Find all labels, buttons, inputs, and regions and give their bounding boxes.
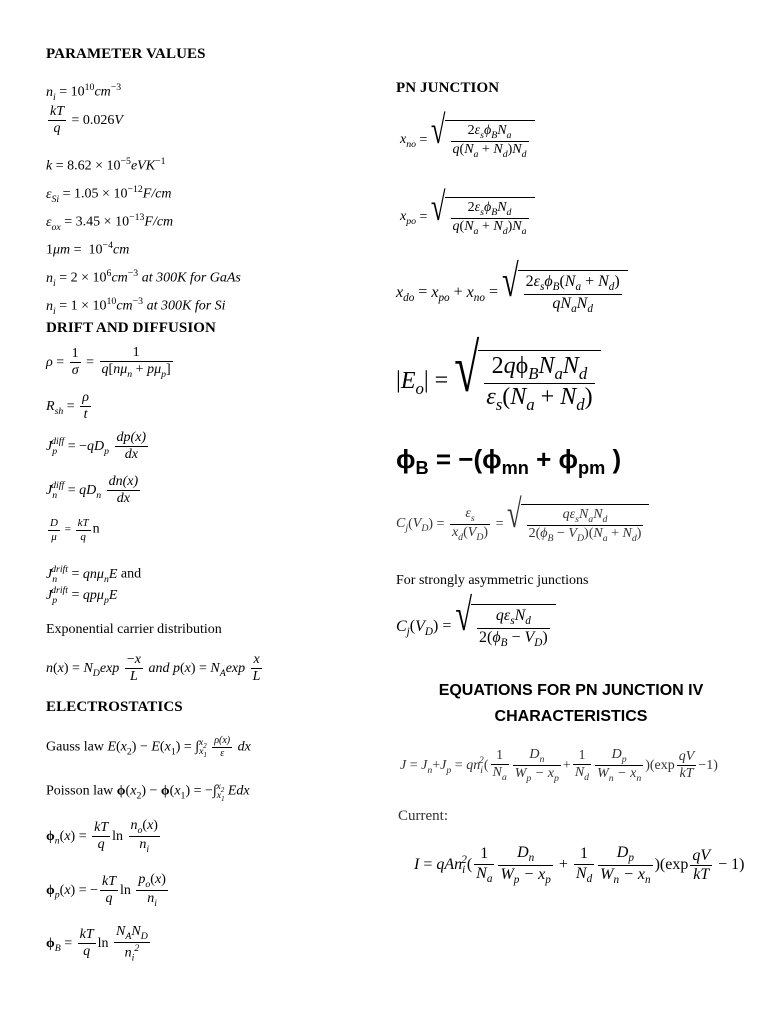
eq-xno: $x_{no}$ = √ $\frac{2\varepsilon_s\phi_BN_a}{q(N_a + N_d)N_d}$ [400,120,535,160]
eq-current: I = qAn$_i^2$( $\frac{1}{N_a}$ $\frac{D_n}{W_p - x_p}$ + $\frac{1}{N_d}$ $\frac{D_p}{W_n - x_n}$ )(exp $\frac{qV}{kT}$ − 1) [414,844,745,887]
eq-poisson-law: Poisson law $\phi(x_2) - \phi(x_1) = -\int_{x_1}^{x_2}$ Edx [46,781,250,804]
eq-jn-drift: $J_n^{drift} = qn\mu_nE$ and [46,564,142,585]
iv-heading-line-1: EQUATIONS FOR PN JUNCTION IV [438,682,704,699]
eq-electric-field-max: $|E_o|$ = √ $\frac{2q\phi_BN_aN_d}{\varepsilon_s(N_a + N_d)}$ [396,350,601,414]
eq-xpo: $x_{po}$ = √ $\frac{2\varepsilon_s\phi_BN_d}{q(N_a + N_d)N_a}$ [400,197,535,237]
eq-resistivity: ρ = $\frac{1}{\sigma}$ = $\frac{1}{q[n\mu_n + p\mu_p]}$ [46,345,171,380]
heading-pn-junction: PN JUNCTION [396,80,500,96]
exp-carrier-label: Exponential carrier distribution [46,622,222,637]
eq-asymmetric-capacitance: $C_j(V_D)$ = √ $\frac{q\varepsilon_sN_d}{2(\phi_B - V_D)}$ [396,604,556,650]
eq-phi-n: $\phi_n(x)$ = $\frac{kT}{q}$ ln $\frac{n_o(x)}{n_i}$ [46,818,158,855]
eq-phi-p: $\phi_p(x)$ = − $\frac{kT}{q}$ ln $\frac{p_o(x)}{n_i}$ [46,872,166,909]
heading-drift-diffusion: DRIFT AND DIFFUSION [46,320,216,336]
eq-junction-capacitance: $C_j(V_D)$ = $\frac{\varepsilon_s}{x_d(V_D)}$ = √ $\frac{q\varepsilon_sN_aN_d}{2(\phi_B - V_D)(N_a + N_d)}$ [396,504,649,544]
heading-parameter-values: PARAMETER VALUES [46,46,206,62]
eq-current-density: $J = J_n+J_p = qn_i^2$( $\frac{1}{N_a}$ $\frac{D_n}{W_p - x_p}$ + $\frac{1}{N_d}$ $\frac{D_p}{W_n - x_n}$ )(exp $\frac{qV}{kT}$ −1) [400,747,718,784]
eq-ni-gaas: $n_i = 2 \times 10^6cm^{-3}$ at 300K for GaAs [46,268,241,289]
eq-jp-drift: $J_p^{drift} = qp\mu_pE$ [46,585,118,606]
eq-ni-si: $n_i = 1 \times 10^{10}cm^{-3}$ at 300K for Si [46,296,226,317]
eq-boltzmann: $k = 8.62 \times 10^{-5}eVK^{-1}$ [46,156,166,174]
and-text-2: and [148,660,170,676]
eq-kt-over-q: $\frac{kT}{q}$ = 0.026V [50,104,123,137]
heading-electrostatics: ELECTROSTATICS [46,699,183,715]
eq-einstein: $\frac{D}{\mu}$ = $\frac{kT}{q}$ n [50,517,100,543]
eq-eps-si: $\varepsilon_{Si} = 1.05 \times 10^{-12}F/cm$ [46,184,172,205]
eq-xdo: $x_{do} = x_{po} + x_{no}$ = √ $\frac{2\varepsilon_s\phi_B(N_a + N_d)}{qN_aN_d}$ [396,270,628,316]
eq-exp-carrier: $n(x) = N_D\exp$ $\frac{-x}{L}$ and $p(x) = N_A\exp$ $\frac{x}{L}$ [46,652,261,685]
eq-phi-b-built-in: $\phi_B$ = $\frac{kT}{q}$ ln $\frac{N_AN_D}{n_i^2}$ [46,924,148,964]
and-text: and [120,566,142,582]
gauss-label: Gauss law [46,739,104,755]
eq-gauss-law: Gauss law $E(x_2) - E(x_1) = \int_{x_1}^{x_2}$ $\frac{\rho(x)}{\varepsilon}$ dx [46,735,251,760]
heading-iv-characteristics [396,682,746,726]
current-label: Current: [398,808,448,824]
eq-micrometer: $1\mu m = 10^{-4}cm$ [46,240,130,258]
eq-ni: $n_i = 10^{10}cm^{-3}$ [46,82,122,103]
eq-phi-b: $\phi_B = -(\phi_{mn} + \phi_{pm}$ ) [396,444,622,479]
eq-jp-diff: $J_p^{diff} = -qD_p$ $\frac{dp(x)}{dx}$ [46,430,147,463]
iv-heading-line-2: CHARACTERISTICS [494,708,648,725]
poisson-label: Poisson law [46,783,114,799]
eq-jn-diff: $J_n^{diff} = qD_n$ $\frac{dn(x)}{dx}$ [46,474,139,507]
eq-eps-ox: $\varepsilon_{ox} = 3.45 \times 10^{-13}F/cm$ [46,212,174,233]
asymmetric-junction-label: For strongly asymmetric junctions [396,573,589,588]
eq-sheet-resistance: $R_{sh}$ = $\frac{\rho}{t}$ [46,390,89,423]
